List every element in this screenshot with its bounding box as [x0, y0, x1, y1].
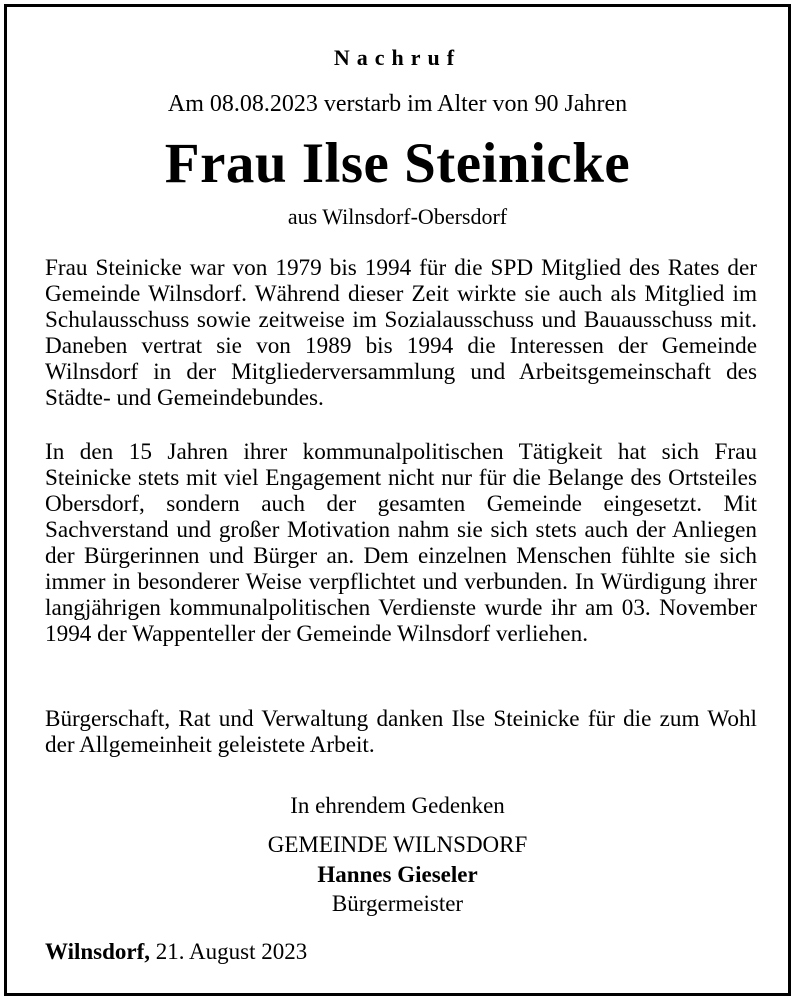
- paragraph-engagement: In den 15 Jahren ihrer kommunalpolitischen Tätigkeit hat sich Frau Steinicke stets mit viel Engagement nicht nur für die Belange des Ortsteiles Obersdorf, sondern auch der gesamten Gemeinde eingesetzt. Mit Sachverstand und großer Motivation nahm sie sich stets auch der Anliegen der Bürgerinnen und Bürger an. Dem einzelnen Menschen fühlte sie sich immer in besonderer Weise verpflichtet und verbunden. In Würdigung ihrer langjährigen kommunalpolitischen Verdienste wurde ihr am 03. November 1994 der Wappenteller der Gemeinde Wilnsdorf verliehen.: [45, 439, 757, 647]
- dateline-place: Wilnsdorf,: [45, 939, 151, 964]
- deceased-origin: aus Wilnsdorf-Obersdorf: [287, 204, 508, 229]
- signer-role: Bürgermeister: [331, 891, 464, 916]
- closing-phrase: In ehrendem Gedenken: [290, 793, 505, 818]
- paragraph-thanks: Bürgerschaft, Rat und Verwaltung danken Ilse Steinicke für die zum Wohl der Allgemeinheit geleistete Arbeit.: [45, 706, 757, 758]
- death-date-line: Am 08.08.2023 verstarb im Alter von 90 Jahren: [167, 91, 628, 117]
- paragraph-career: Frau Steinicke war von 1979 bis 1994 für die SPD Mitglied des Rates der Gemeinde Wilnsdorf. Während dieser Zeit wirkte sie auch als Mitglied im Schulausschuss sowie zeitweise im Sozialausschuss und Bauausschuss mit. Daneben vertrat sie von 1989 bis 1994 die Interessen der Gemeinde Wilnsdorf in der Mitgliederversammlung und Arbeitsgemeinschaft des Städte- und Gemeindebundes.: [45, 255, 757, 411]
- organization-name: GEMEINDE WILNSDORF: [267, 832, 528, 857]
- dateline-date: 21. August 2023: [155, 939, 308, 964]
- notice-heading: Nachruf: [333, 45, 462, 70]
- signer-name: Hannes Gieseler: [317, 862, 478, 887]
- dateline: [45, 939, 307, 965]
- deceased-name: Frau Ilse Steinicke: [164, 132, 631, 195]
- obituary-notice: [4, 4, 791, 996]
